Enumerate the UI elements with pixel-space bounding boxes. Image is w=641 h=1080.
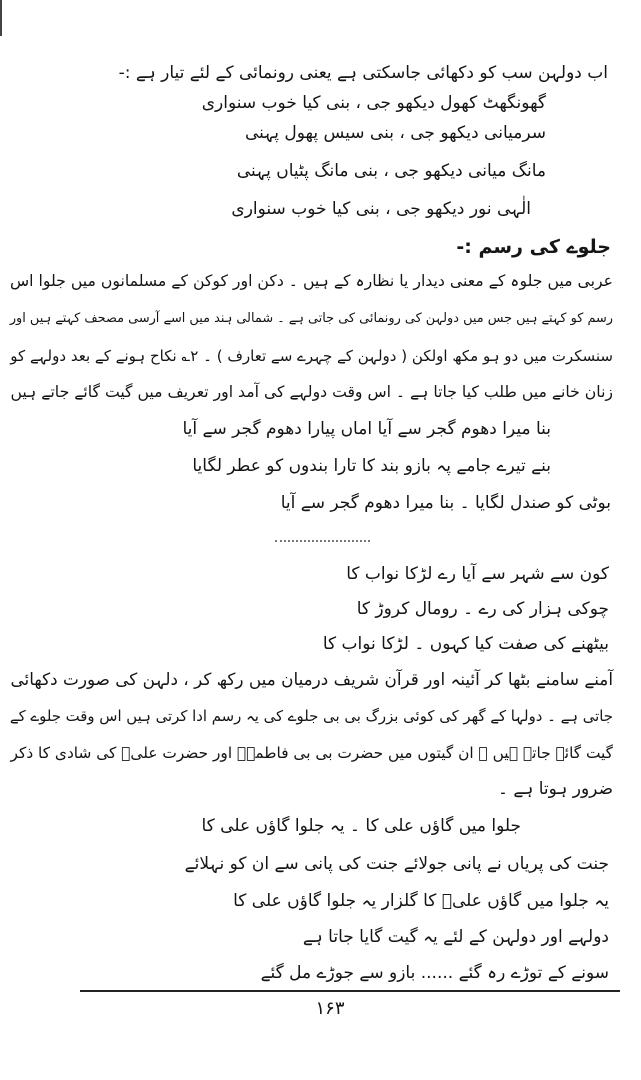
page-number: ۱۶۳: [315, 998, 345, 1019]
song-line: یہ جلوا میں گاؤں علیؑ کا گلزار یہ جلوا گاؤں علی کا: [233, 891, 609, 911]
song-line: بنے تیرے جامے پہ بازو بند کا تارا بندوں کو عطر لگایا: [192, 456, 551, 476]
song-line: کون سے شہر سے آیا رے لڑکا نواب کا: [346, 564, 609, 584]
dotted-separator: [275, 540, 370, 542]
paragraph-line: سنسکرت میں دو ہو مکھ اولکن ( دولہن کے چہرے سے تعارف ) ۔ ۲؎ نکاح ہونے کے بعد دولہے کو: [10, 347, 613, 365]
song-line: جلوا میں گاؤں علی کا ۔ یہ جلوا گاؤں علی کا: [201, 816, 521, 836]
intro-line: اب دولہن سب کو دکھائی جاسکتی ہے یعنی رونمائی کے لئے تیار ہے :-: [118, 63, 608, 83]
song-line: جنت کی پریاں نے پانی جولائے جنت کی پانی سے ان کو نہلائے: [184, 854, 609, 874]
song-line: بیٹھنے کی صفت کیا کہوں ۔ لڑکا نواب کا: [322, 634, 609, 654]
paragraph-line: گیت گائے جاتے ہیں ۔ ان گیتوں میں حضرت بی بی فاطمہؓ اور حضرت علیؓ کی شادی کا ذکر: [10, 744, 613, 762]
song-line: گھونگھٹ کھول دیکھو جی ، بنی کیا خوب سنواری: [201, 93, 546, 113]
footer-rule: [80, 990, 620, 992]
section-heading: جلوے کی رسم :-: [456, 236, 611, 258]
paragraph-line: عربی میں جلوہ کے معنی دیدار یا نظارہ کے ہیں ۔ دکن اور کوکن کے مسلمانوں میں جلوا اس: [9, 271, 613, 290]
song-line: بوٹی کو صندل لگایا ۔ بنا میرا دھوم گجر سے آیا: [280, 493, 611, 513]
song-line: سونے کے توڑے رہ گئے ...... بازو سے جوڑے مل گئے: [260, 963, 609, 983]
song-line: الٰہی نور دیکھو جی ، بنی کیا خوب سنواری: [231, 199, 531, 219]
paragraph-line: ضرور ہوتا ہے ۔: [498, 779, 613, 799]
paragraph-line: رسم کو کہتے ہیں جس میں دولہن کی رونمائی کی جاتی ہے ۔ شمالی ہند میں اسے آرسی مصحف کہتے ہیں اور: [9, 311, 613, 326]
paragraph-line: جاتی ہے ۔ دولہا کے گھر کی کوئی بزرگ بی بی جلوے کی یہ رسم ادا کرتی ہیں اس وقت جلوے کے: [9, 707, 613, 725]
song-line: بنا میرا دھوم گجر سے آیا اماں پیارا دھوم گجر سے آیا: [182, 419, 551, 439]
paragraph-line: آمنے سامنے بٹھا کر آئینہ اور قرآن شریف درمیان میں رکھ کر ، دلہن کی صورت دکھائی: [10, 669, 613, 689]
scan-edge-mark: [0, 0, 2, 36]
paragraph-line: زنان خانے میں طلب کیا جاتا ہے ۔ اس وقت دولہے کی آمد اور تعریف میں گیت گائے جاتے ہیں: [10, 382, 613, 401]
song-line: دولہے اور دولہن کے لئے یہ گیت گایا جاتا ہے: [302, 927, 609, 947]
song-line: چوکی ہزار کی رے ۔ رومال کروڑ کا: [356, 599, 609, 619]
song-line: مانگ میانی دیکھو جی ، بنی مانگ پٹیاں پہنی: [236, 161, 546, 181]
song-line: سرمیانی دیکھو جی ، بنی سیس پھول پہنی: [244, 123, 546, 143]
